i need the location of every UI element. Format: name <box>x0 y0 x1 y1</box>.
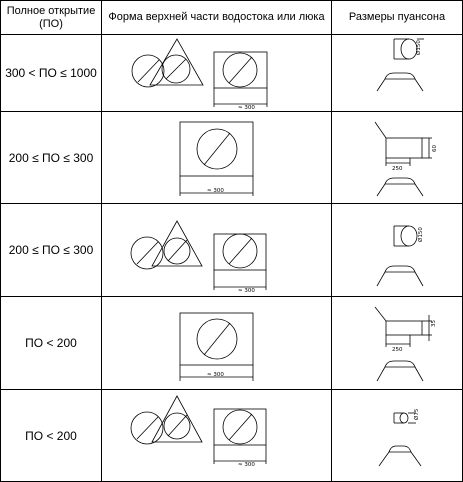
opening-range: 200 ≤ ПО ≤ 300 <box>1 112 102 204</box>
width-dimension: ≈ 300 <box>238 462 255 468</box>
table-row <box>1 204 463 297</box>
punch-bar-drawing <box>332 112 462 203</box>
table-row <box>1 112 463 204</box>
opening-range: ПО < 200 <box>1 390 102 482</box>
single-rect-drawing <box>102 297 331 389</box>
shape-figure <box>102 35 332 112</box>
header-punch: Размеры пуансона <box>332 1 463 35</box>
bar-height: 60 <box>432 145 438 152</box>
punch-disc-drawing <box>332 390 462 481</box>
shape-figure <box>102 112 332 204</box>
header-opening: Полное открытие (ПО) <box>1 1 102 35</box>
shape-figure <box>102 297 332 390</box>
single-rect-drawing <box>102 112 331 203</box>
three-shapes-drawing <box>102 35 331 111</box>
opening-range: ПО < 200 <box>1 297 102 390</box>
punch-figure <box>332 35 463 112</box>
punch-figure <box>332 297 463 390</box>
header-row <box>1 1 463 35</box>
three-shapes-drawing <box>102 390 331 481</box>
opening-range: 300 < ПО ≤ 1000 <box>1 35 102 112</box>
shape-figure <box>102 204 332 297</box>
table-row <box>1 390 463 482</box>
triangle-shape <box>150 39 203 85</box>
punch-disc-drawing <box>332 35 462 111</box>
header-shape: Форма верхней части водостока или люка <box>102 1 332 35</box>
table-row <box>1 297 463 390</box>
width-dimension: ≈ 300 <box>207 372 224 378</box>
table-row <box>1 35 463 112</box>
disc-diameter: Ø75 <box>414 408 420 420</box>
bar-height: 35 <box>431 320 437 327</box>
shape-figure <box>102 390 332 482</box>
punch-figure <box>332 390 463 482</box>
disc-diameter: Ø150 <box>416 40 422 55</box>
punch-figure <box>332 204 463 297</box>
width-dimension: ≈ 300 <box>238 105 255 111</box>
punch-bar-drawing <box>332 297 462 389</box>
width-dimension: ≈ 300 <box>207 188 224 194</box>
opening-range: 200 ≤ ПО ≤ 300 <box>1 204 102 297</box>
punch-disc-drawing <box>332 204 462 296</box>
bar-width: 250 <box>392 347 403 353</box>
bar-width: 250 <box>392 166 403 172</box>
three-shapes-drawing <box>102 204 331 296</box>
width-dimension: ≈ 300 <box>238 288 255 294</box>
punch-figure <box>332 112 463 204</box>
disc-diameter: Ø150 <box>418 227 424 242</box>
